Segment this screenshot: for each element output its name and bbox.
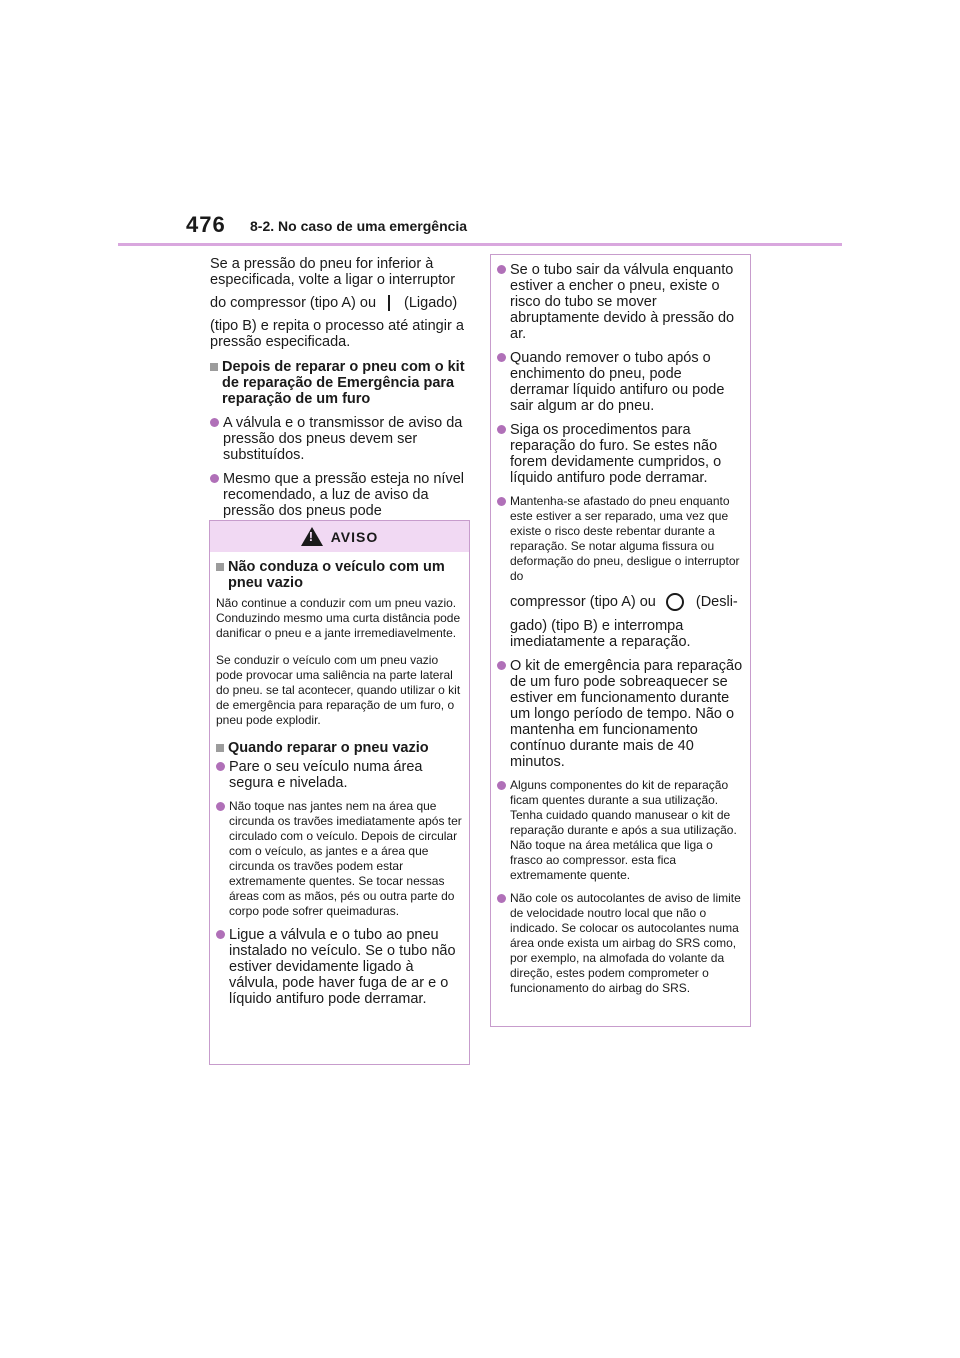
bullet-dot-icon (497, 497, 506, 506)
square-bullet-icon (216, 563, 224, 571)
bullet-dot-icon (497, 353, 506, 362)
bullet-dot-icon (210, 418, 219, 427)
bullet-dot-icon (497, 425, 506, 434)
power-off-icon (666, 593, 684, 611)
power-on-icon (388, 295, 390, 311)
intro-line: pressão especificada. (210, 334, 351, 350)
bullet-dot-icon (216, 762, 225, 771)
bullet-dot-icon (210, 474, 219, 483)
list-item: Ligue a válvula e o tubo ao pneu instalado no veículo. Se o tubo não estiver devidamente ligado à válvula, pode haver fuga de ar e o líquido antifuro pode derramar. (216, 927, 463, 1007)
warning-paragraph: Se conduzir o veículo com um pneu vazio pode provocar uma saliência na parte lateral do pneu. se tal acontecer, quando utilizar o kit de emergência para reparação de um furo, o pneu pode explodir. (216, 653, 461, 727)
intro-line: (Ligado) (404, 295, 458, 311)
bullet-dot-icon (497, 781, 506, 790)
bullet-dot-icon (497, 661, 506, 670)
list-item: Siga os procedimentos para reparação do furo. Se estes não forem devidamente cumpridos, o líquido antifuro pode derramar. (497, 422, 744, 486)
bullet-dot-icon (497, 265, 506, 274)
warning-header (210, 521, 469, 552)
list-item: Se o tubo sair da válvula enquanto estiver a encher o pneu, existe o risco do tubo se mover abruptamente devido à pressão do ar. (497, 262, 744, 342)
warning-box-left (209, 520, 470, 1065)
inline-symbol-line: compressor (tipo A) ou (Desli- (510, 593, 738, 610)
header-divider (118, 243, 842, 246)
bullet-dot-icon (216, 802, 225, 811)
bullet-dot-icon (497, 894, 506, 903)
square-bullet-icon (210, 363, 218, 371)
intro-line: Se a pressão do pneu for inferior à (210, 256, 434, 272)
warning-paragraph: Não continue a conduzir com um pneu vazio. Conduzindo mesmo uma curta distância pode danificar o pneu e a jante irremediavelmente. (216, 596, 461, 640)
intro-paragraph (210, 256, 472, 535)
list-item: A válvula e o transmissor de aviso da pressão dos pneus devem ser substituídos. (210, 415, 472, 463)
list-item: Pare o seu veículo numa área segura e nivelada. (216, 759, 463, 791)
warning-heading: Não conduza o veículo com um pneu vazio (216, 559, 463, 591)
bullet-dot-icon (216, 930, 225, 939)
section-title: 8-2. No caso de uma emergência (250, 218, 468, 234)
section-heading-text: Depois de reparar o pneu com o kit de reparação de Emergência para reparação de um furo (222, 359, 465, 407)
warning-box-right (490, 254, 751, 1027)
warning-heading: Quando reparar o pneu vazio (216, 740, 463, 756)
list-item: Mesmo que a pressão esteja no nível recomendado, a luz de aviso da pressão dos pneus pode (210, 471, 472, 535)
intro-symbol-line (210, 294, 472, 312)
warning-label: AVISO (330, 528, 379, 545)
page-number: 476 (186, 212, 226, 237)
list-item: Não cole os autocolantes de aviso de limite de velocidade noutro local que não o indicado. Se colocar os autocolantes numa área onde exista um airbag do SRS como, por exemplo, na almofada do volante da direção, estes podem comprometer o funcionamento do airbag do SRS. (497, 891, 744, 996)
square-bullet-icon (216, 744, 224, 752)
list-item: Mantenha-se afastado do pneu enquanto este estiver a ser reparado, uma vez que existe o risco deste rebentar durante a reparação. Se notar alguma fissura ou deformação do pneu, desligue o interruptor do compressor (tipo A) ou (Desli- gado) (tipo B) e interrompa imediatamente a reparação. (497, 494, 744, 650)
intro-line: (tipo B) e repita o processo até atingir a (210, 318, 464, 334)
list-item: Não toque nas jantes nem na área que circunda os travões imediatamente após ter circulado com o veículo. Depois de circular com o veículo, as jantes e a área que circunda os travões podem estar extremamente quentes. Se tocar nessas áreas com as mãos, pés ou outra parte do corpo pode sofrer queimaduras. (216, 799, 463, 919)
intro-line: especificada, volte a ligar o interruptor (210, 272, 456, 288)
section-heading (210, 359, 472, 407)
intro-line: do compressor (tipo A) ou (210, 295, 377, 311)
list-item: O kit de emergência para reparação de um furo pode sobreaquecer se estiver em funcionamento durante um longo período de tempo. Não o mantenha em funcionamento contínuo durante mais de 40 minutos. (497, 658, 744, 770)
warning-triangle-icon (301, 527, 323, 546)
list-item: Quando remover o tubo após o enchimento do pneu, pode derramar líquido antifuro ou pode sair algum ar do pneu. (497, 350, 744, 414)
list-item: Alguns componentes do kit de reparação ficam quentes durante a sua utilização. Tenha cuidado quando manusear o kit de reparação durante e após a sua utilização. Não toque na área metálica que liga o frasco ao compressor. esta fica extremamente quente. (497, 778, 744, 883)
